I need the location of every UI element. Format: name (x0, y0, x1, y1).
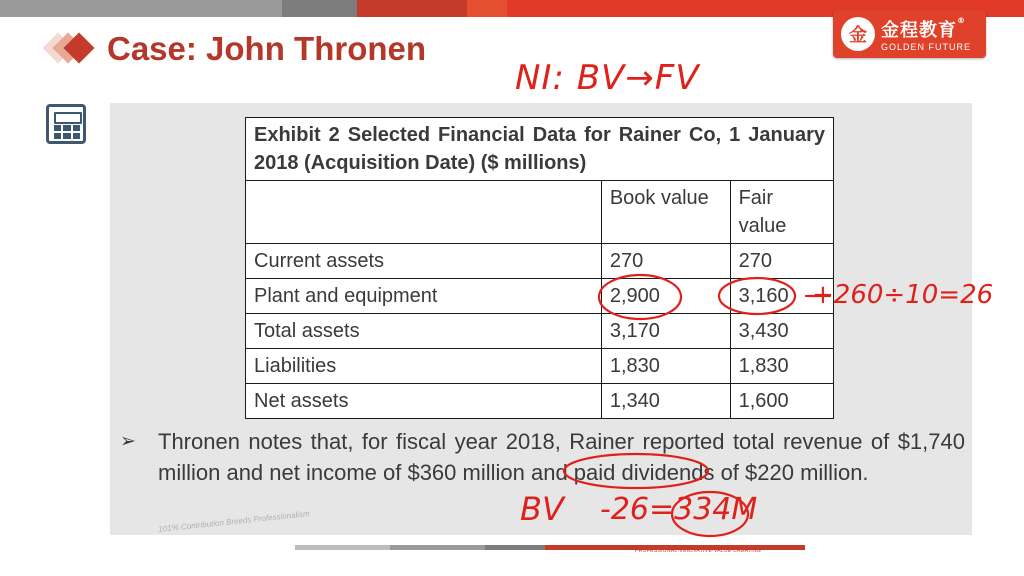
row-label: Liabilities (246, 349, 602, 384)
row-label: Current assets (246, 244, 602, 279)
table-row (246, 384, 834, 419)
fair-value-cell: 1,830 (730, 349, 833, 384)
fair-value-cell: 270 (730, 244, 833, 279)
table-row (246, 244, 834, 279)
arrow-bullet-icon: ➢ (120, 431, 136, 452)
exhibit-caption: Exhibit 2 Selected Financial Data for Rainer Co, 1 January 2018 (Acquisition Date) ($ millions) (246, 118, 834, 181)
golden-future-logo (833, 10, 986, 58)
fair-value-cell: 1,600 (730, 384, 833, 419)
book-value-cell: 2,900 (601, 279, 730, 314)
calculator-icon (46, 104, 86, 144)
header-fair-value: Fair value (730, 181, 833, 244)
annotation-top: NI: BV→FV (515, 58, 700, 98)
logo-en-name: GOLDEN FUTURE (881, 42, 972, 52)
fair-value-cell: 3,430 (730, 314, 833, 349)
logo-text (881, 16, 971, 52)
book-value-cell: 270 (601, 244, 730, 279)
logo-cn-name: 金程教育 (881, 20, 957, 41)
exhibit-table (245, 117, 834, 419)
row-label: Net assets (246, 384, 602, 419)
row-label: Plant and equipment (246, 279, 602, 314)
footer-slogan: 101% Contribution Breeds Professionalism (157, 509, 311, 534)
slide-title: Case: John Thronen (107, 30, 427, 67)
book-value-cell: 3,170 (601, 314, 730, 349)
annotation-right: +260÷10=26 (812, 280, 994, 310)
exhibit-header-row (246, 181, 834, 244)
logo-registered-mark: ® (957, 16, 966, 25)
table-row (246, 349, 834, 384)
logo-emblem: 金 (841, 17, 875, 51)
table-row (246, 279, 834, 314)
bullet-note (120, 426, 965, 488)
table-row (246, 314, 834, 349)
note-text: Thronen notes that, for fiscal year 2018, Rainer reported total revenue of $1,740 million and net income of $360 million and paid dividends of $220 million. (158, 429, 965, 485)
annotation-bottom-right: -26=334M (600, 492, 758, 527)
fair-value-cell: 3,160 (730, 279, 833, 314)
annotation-bottom-left: BV (520, 490, 564, 528)
header-book-value: Book value (601, 181, 730, 244)
exhibit-caption-row (246, 118, 834, 181)
row-label: Total assets (246, 314, 602, 349)
book-value-cell: 1,340 (601, 384, 730, 419)
header-blank (246, 181, 602, 244)
footer-tagline: PROFESSIONAL·INNOVATIVE·VALUE CREATING (635, 548, 762, 554)
book-value-cell: 1,830 (601, 349, 730, 384)
